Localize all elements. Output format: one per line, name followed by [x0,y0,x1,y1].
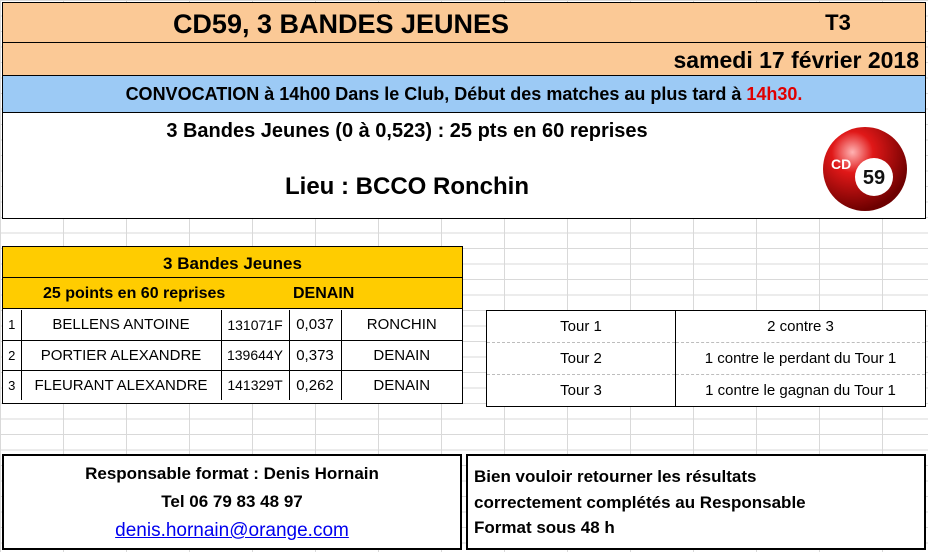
convocation-bar [2,76,926,113]
cd59-logo [821,125,909,213]
venue-line: Lieu : BCCO Ronchin [285,173,529,200]
note-line: correctement complétés au Responsable [474,492,806,512]
player-average: 0,373 [289,340,341,370]
note-line: Format sous 48 h [474,518,615,537]
tour-match: 2 contre 3 [676,311,926,343]
player-club: RONCHIN [341,310,462,340]
table-row [3,310,462,340]
info-box [2,113,926,219]
player-club: DENAIN [341,370,462,400]
category-tag: T3 [825,10,851,35]
poule-host: DENAIN [293,285,355,302]
player-name: BELLENS ANTOINE [21,310,221,340]
event-date: samedi 17 février 2018 [673,47,919,73]
responsable-name: Responsable format : Denis Hornain [85,464,379,483]
logo-number: 59 [862,167,886,189]
players-table [3,310,462,400]
poule-subtitle: 25 points en 60 reprises [43,285,226,302]
tour-match: 1 contre le perdant du Tour 1 [676,343,926,375]
table-row [3,370,462,400]
logo-text: CD [831,156,852,172]
player-name: PORTIER ALEXANDRE [21,340,221,370]
table-row [487,375,926,407]
player-average: 0,262 [289,370,341,400]
player-average: 0,037 [289,310,341,340]
player-number: 1 [3,310,21,340]
player-licence: 139644Y [221,340,289,370]
poule-title: 3 Bandes Jeunes [3,247,462,278]
player-licence: 141329T [221,370,289,400]
player-number: 2 [3,340,21,370]
tour-match: 1 contre le gagnan du Tour 1 [676,375,926,407]
player-number: 3 [3,370,21,400]
tours-table [486,310,926,407]
player-licence: 131071F [221,310,289,340]
date-bar [2,42,926,76]
return-note-box [466,454,926,550]
convocation-time: 14h30. [746,84,803,104]
title-bar [2,2,926,42]
convocation-text: CONVOCATION à 14h00 Dans le Club, Début des matches au plus tard à [125,84,747,104]
page-title: CD59, 3 BANDES JEUNES [172,9,510,39]
poule-subheader [3,278,462,309]
responsable-box [2,454,462,550]
responsable-phone: Tel 06 79 83 48 97 [161,492,303,511]
tour-label: Tour 1 [560,318,602,335]
note-line: Bien vouloir retourner les résultats [474,467,757,486]
responsable-email-link[interactable]: denis.hornain@orange.com [115,520,349,541]
table-row [487,311,926,343]
tour-label: Tour 2 [487,343,676,375]
table-row [487,343,926,375]
player-club: DENAIN [341,340,462,370]
poule-table [2,246,463,404]
tour-label: Tour 3 [487,375,676,407]
format-line: 3 Bandes Jeunes (0 à 0,523) : 25 pts en 60 reprises [166,120,648,142]
table-row [3,340,462,370]
player-name: FLEURANT ALEXANDRE [21,370,221,400]
